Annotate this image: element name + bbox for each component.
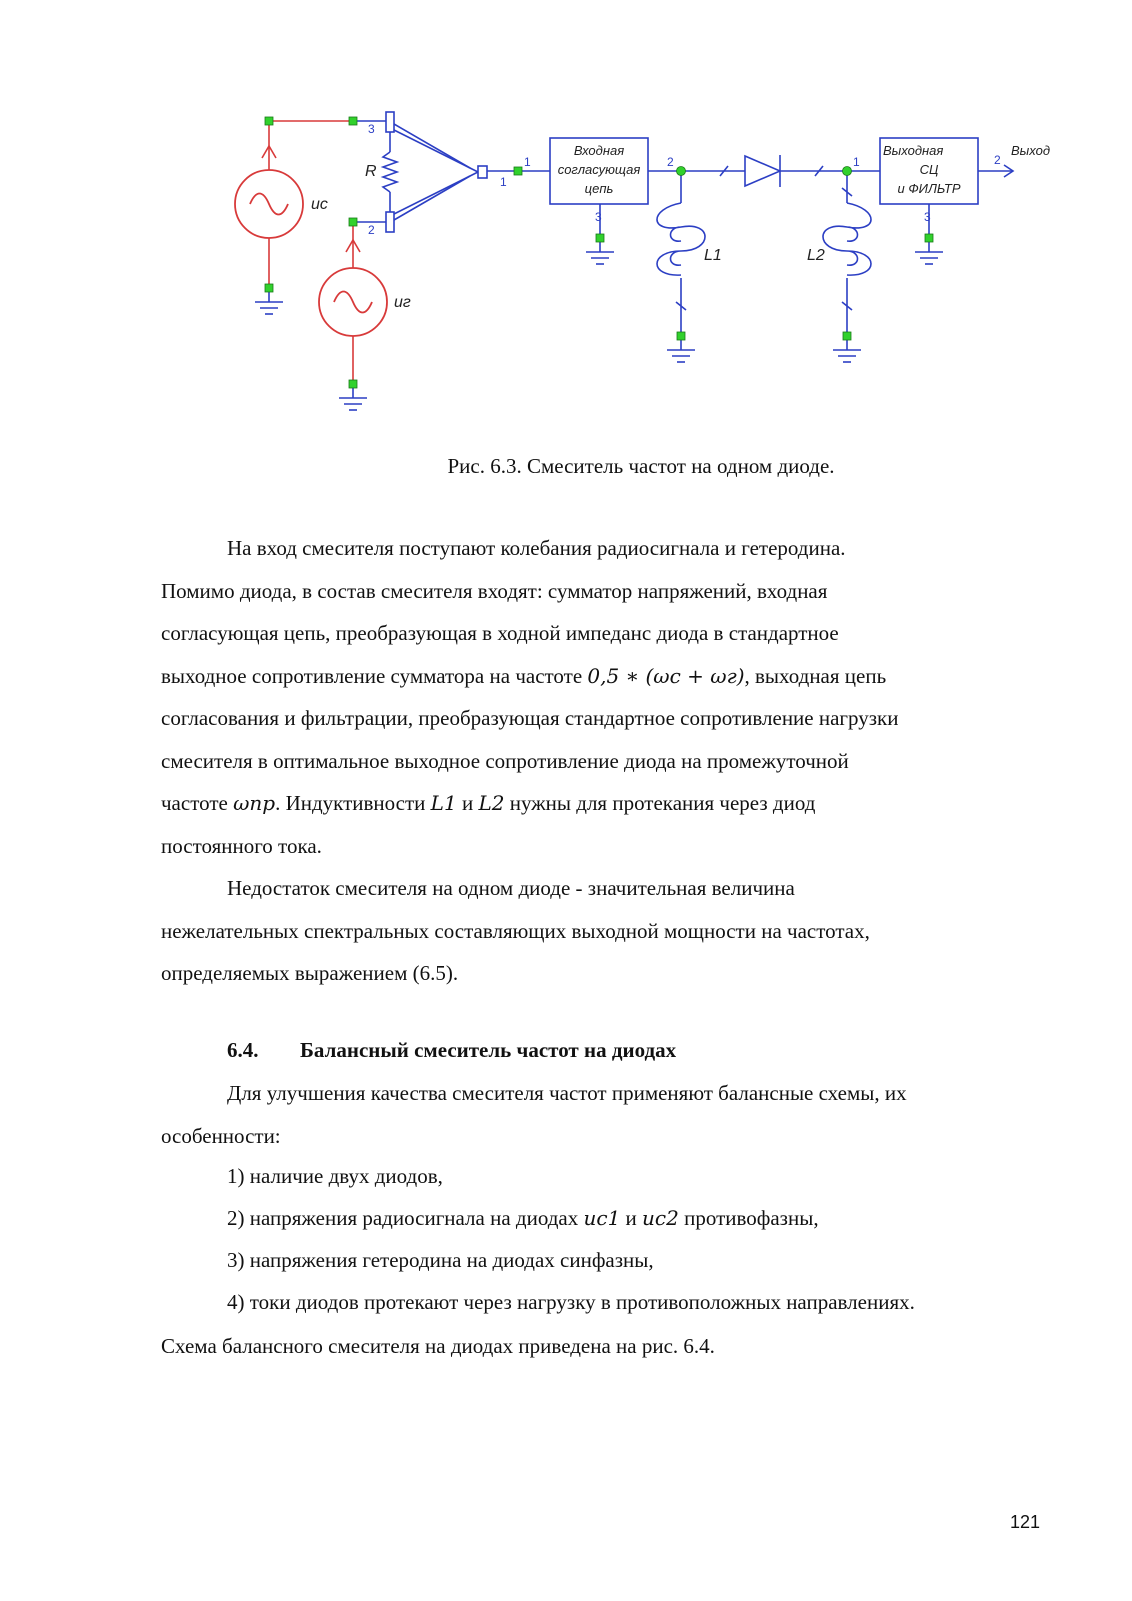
- block-in-line2: согласующая: [557, 162, 641, 177]
- formula-l2: L2: [478, 791, 505, 815]
- resistor-label: R: [365, 163, 377, 180]
- list-item: 3) напряжения гетеродина на диодах синфазны,: [227, 1248, 654, 1272]
- ground-symbols: [255, 238, 943, 410]
- paragraph-3: Для улучшения качества смесителя частот применяют балансные схемы, их особенности:: [161, 1081, 907, 1148]
- inductor-l2-label: L2: [807, 247, 825, 264]
- circuit-diagram: [0, 0, 1132, 440]
- figure-caption: Рис. 6.3. Смеситель частот на одном диоде.: [447, 454, 835, 478]
- pin-label: 3: [368, 122, 375, 136]
- paragraph-4: Схема балансного смесителя на диодах приведена на рис. 6.4.: [161, 1334, 715, 1358]
- pin-label: 2: [368, 223, 375, 237]
- pin-label: 2: [994, 153, 1001, 167]
- section-number: 6.4.: [227, 1038, 259, 1062]
- list-item: 4) токи диодов протекают через нагрузку в противоположных направлениях.: [227, 1290, 915, 1314]
- source-ug-label: uг: [394, 294, 411, 311]
- section-title: Балансный смеситель частот на диодах: [300, 1038, 677, 1062]
- formula-uc1: uc1: [583, 1206, 621, 1230]
- heterodyne-source-ug: [319, 268, 387, 336]
- page-number: 121: [1010, 1512, 1041, 1532]
- output-label: Выход: [1011, 143, 1051, 158]
- section-heading: [227, 1038, 676, 1063]
- block-out-line2: СЦ: [919, 162, 939, 177]
- pin-label: 3: [595, 210, 602, 224]
- list-item: 1) наличие двух диодов,: [227, 1164, 443, 1188]
- formula-l1: L1: [430, 791, 457, 815]
- formula-uc2: uc2: [642, 1206, 679, 1230]
- pin-label: 1: [500, 175, 507, 189]
- signal-source-uc: [235, 170, 303, 238]
- source-uc-label: uc: [311, 196, 328, 213]
- block-in-line3: цепь: [584, 181, 614, 196]
- paragraph-2: Недостаток смесителя на одном диоде - значительная величина нежелательных спектральных составляющих выходной мощности на частотах, определяемых выражением (6.5).: [161, 876, 870, 985]
- pin-label: 2: [667, 155, 674, 169]
- block-in-line1: Входная: [573, 143, 625, 158]
- pin-label: 1: [524, 155, 531, 169]
- inductor-l1-label: L1: [704, 247, 722, 264]
- block-out-line3: и ФИЛЬТР: [897, 181, 961, 196]
- formula-frequency: 0,5 ∗ (ωc + ωг): [587, 663, 745, 688]
- paragraph-1: На вход смесителя поступают колебания радиосигнала и гетеродина. Помимо диода, в состав смесителя входят: сумматор напряжений, входная согласующая цепь, преобразующая в ходной импеданс диода в стандартное выходное сопротивление сумматора на частоте 0,5 ∗ (ωc + ωг), выходная цепь согласования и фильтрации, преобразующая стандартное сопротивление нагрузки смесителя в оптимальное выходное сопротивление диода на промежуточной частоте ωпр. Индуктивности L1 и L2 нужны для протекания через диод постоянного тока.: [161, 536, 899, 858]
- pin-label: 3: [924, 210, 931, 224]
- block-out-line1: Выходная: [883, 143, 944, 158]
- pin-label: 1: [853, 155, 860, 169]
- list-item: 2) напряжения радиосигнала на диодах uc1 и uc2 противофазны,: [227, 1206, 819, 1230]
- source-wiring: [262, 121, 360, 384]
- formula-omega-if: ωпр: [233, 791, 276, 815]
